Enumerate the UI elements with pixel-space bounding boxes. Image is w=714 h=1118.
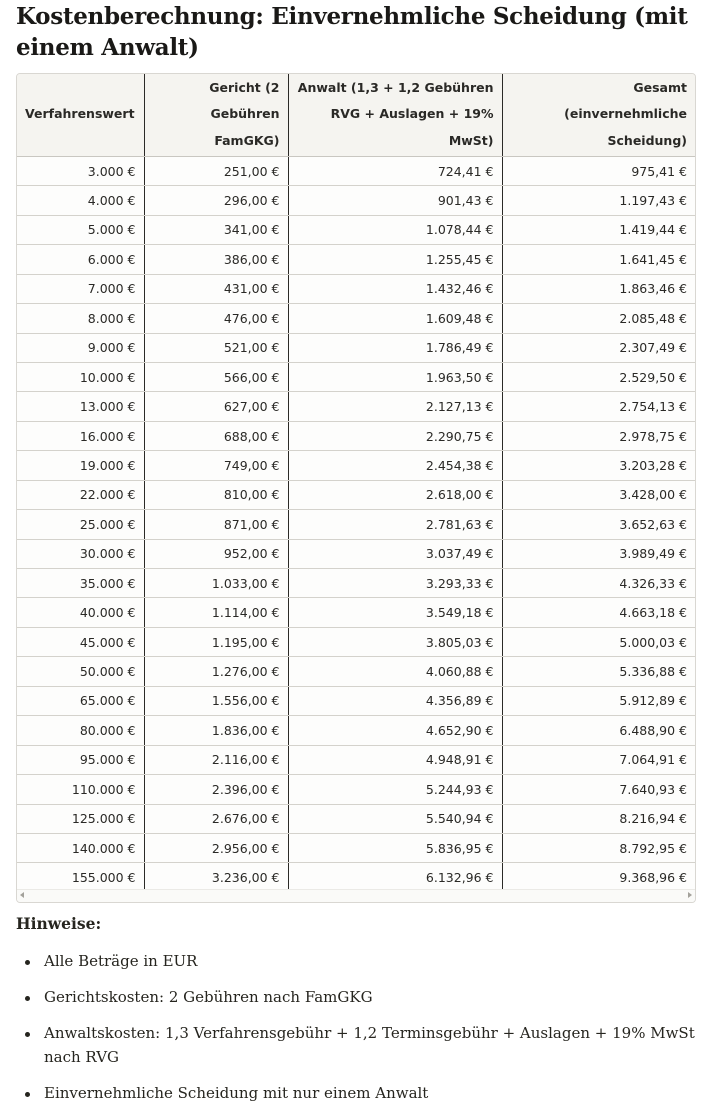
cell-gesamt: 1.863,46 €: [502, 274, 695, 303]
cell-anwalt: 4.060,88 €: [288, 657, 502, 686]
cell-gericht: 627,00 €: [144, 392, 288, 421]
cell-gesamt: 7.064,91 €: [502, 745, 695, 774]
cell-verfahrenswert: 30.000 €: [17, 539, 144, 568]
table-row: [17, 569, 695, 598]
table-row: [17, 804, 695, 833]
cell-verfahrenswert: 3.000 €: [17, 156, 144, 185]
cell-gericht: 386,00 €: [144, 245, 288, 274]
cell-gesamt: 1.641,45 €: [502, 245, 695, 274]
cell-gericht: 2.956,00 €: [144, 833, 288, 862]
cell-gericht: 296,00 €: [144, 186, 288, 215]
cell-gesamt: 5.000,03 €: [502, 627, 695, 656]
table-row: [17, 451, 695, 480]
cell-gesamt: 5.336,88 €: [502, 657, 695, 686]
cell-verfahrenswert: 40.000 €: [17, 598, 144, 627]
cell-anwalt: 2.781,63 €: [288, 510, 502, 539]
cell-anwalt: 2.454,38 €: [288, 451, 502, 480]
cell-anwalt: 901,43 €: [288, 186, 502, 215]
scroll-left-icon[interactable]: [20, 892, 24, 898]
note-item: [44, 950, 696, 974]
notes-list: [16, 950, 696, 1105]
cell-anwalt: 1.255,45 €: [288, 245, 502, 274]
cell-gericht: 341,00 €: [144, 215, 288, 244]
cell-verfahrenswert: 140.000 €: [17, 833, 144, 862]
note-text: Anwaltskosten: 1,3 Verfahrensgebühr + 1,2 Terminsgebühr + Auslagen + 19% MwSt nach RVG: [44, 1024, 695, 1066]
cell-anwalt: 1.963,50 €: [288, 362, 502, 391]
cell-gesamt: 7.640,93 €: [502, 775, 695, 804]
note-text: Gerichtskosten: 2 Gebühren nach FamGKG: [44, 988, 373, 1006]
table-row: [17, 686, 695, 715]
table-row: [17, 480, 695, 509]
cell-gesamt: 1.419,44 €: [502, 215, 695, 244]
cell-verfahrenswert: 95.000 €: [17, 745, 144, 774]
table-row: [17, 833, 695, 862]
cell-gesamt: 4.326,33 €: [502, 569, 695, 598]
cell-anwalt: 3.293,33 €: [288, 569, 502, 598]
cell-verfahrenswert: 7.000 €: [17, 274, 144, 303]
table-row: [17, 362, 695, 391]
cell-gesamt: 8.216,94 €: [502, 804, 695, 833]
cell-verfahrenswert: 6.000 €: [17, 245, 144, 274]
table-row: [17, 598, 695, 627]
note-text: Einvernehmliche Scheidung mit nur einem Anwalt: [44, 1083, 429, 1102]
table-row: [17, 775, 695, 804]
horizontal-scrollbar[interactable]: [17, 889, 695, 902]
page-title: Kostenberechnung: Einvernehmliche Scheidung (mit einem Anwalt): [16, 3, 688, 61]
cell-gesamt: 1.197,43 €: [502, 186, 695, 215]
notes-heading: Hinweise:: [16, 914, 102, 933]
cell-anwalt: 5.836,95 €: [288, 833, 502, 862]
cell-verfahrenswert: 35.000 €: [17, 569, 144, 598]
cell-gesamt: 2.529,50 €: [502, 362, 695, 391]
cell-anwalt: 1.786,49 €: [288, 333, 502, 362]
cell-gesamt: 3.203,28 €: [502, 451, 695, 480]
cell-anwalt: 6.132,96 €: [288, 863, 502, 892]
cell-anwalt: 3.037,49 €: [288, 539, 502, 568]
cell-gesamt: 9.368,96 €: [502, 863, 695, 892]
note-item: [44, 1082, 696, 1106]
table-row: [17, 421, 695, 450]
cell-anwalt: 4.652,90 €: [288, 716, 502, 745]
cell-anwalt: 2.127,13 €: [288, 392, 502, 421]
cell-gesamt: 3.989,49 €: [502, 539, 695, 568]
table-row: [17, 274, 695, 303]
table-row: [17, 510, 695, 539]
table-row: [17, 186, 695, 215]
header-gesamt: Gesamt (einvernehmliche Scheidung): [502, 74, 695, 156]
cell-gericht: 688,00 €: [144, 421, 288, 450]
cell-verfahrenswert: 25.000 €: [17, 510, 144, 539]
cell-gesamt: 5.912,89 €: [502, 686, 695, 715]
cell-verfahrenswert: 110.000 €: [17, 775, 144, 804]
table-header-row: [17, 74, 695, 156]
cell-gesamt: 3.652,63 €: [502, 510, 695, 539]
cell-gericht: 521,00 €: [144, 333, 288, 362]
table-row: [17, 863, 695, 892]
cell-verfahrenswert: 4.000 €: [17, 186, 144, 215]
bullet-icon: [25, 1092, 30, 1097]
header-gericht: Gericht (2 Gebühren FamGKG): [144, 74, 288, 156]
cell-gericht: 1.836,00 €: [144, 716, 288, 745]
cell-anwalt: 5.540,94 €: [288, 804, 502, 833]
cell-verfahrenswert: 9.000 €: [17, 333, 144, 362]
cell-anwalt: 1.432,46 €: [288, 274, 502, 303]
cell-verfahrenswert: 22.000 €: [17, 480, 144, 509]
cell-gesamt: 3.428,00 €: [502, 480, 695, 509]
header-anwalt: Anwalt (1,3 + 1,2 Gebühren RVG + Auslagen + 19% MwSt): [288, 74, 502, 156]
cell-gericht: 749,00 €: [144, 451, 288, 480]
note-text: Alle Beträge in EUR: [44, 952, 198, 970]
cell-gesamt: 2.307,49 €: [502, 333, 695, 362]
table-body: [17, 156, 695, 892]
cell-anwalt: 5.244,93 €: [288, 775, 502, 804]
cell-gericht: 251,00 €: [144, 156, 288, 185]
cell-anwalt: 3.549,18 €: [288, 598, 502, 627]
cell-verfahrenswert: 65.000 €: [17, 686, 144, 715]
cell-gericht: 1.276,00 €: [144, 657, 288, 686]
note-item: [44, 1022, 696, 1069]
table-row: [17, 627, 695, 656]
cell-gesamt: 975,41 €: [502, 156, 695, 185]
cell-gericht: 566,00 €: [144, 362, 288, 391]
cell-anwalt: 2.290,75 €: [288, 421, 502, 450]
bullet-icon: [25, 1032, 30, 1037]
cell-verfahrenswert: 125.000 €: [17, 804, 144, 833]
note-item: [44, 986, 696, 1010]
table-row: [17, 745, 695, 774]
document: [16, 0, 696, 1102]
cell-gericht: 2.116,00 €: [144, 745, 288, 774]
table-row: [17, 333, 695, 362]
cell-verfahrenswert: 50.000 €: [17, 657, 144, 686]
scroll-right-icon[interactable]: [688, 892, 692, 898]
cell-gericht: 2.396,00 €: [144, 775, 288, 804]
cost-table-container: [16, 73, 696, 903]
cell-gericht: 1.556,00 €: [144, 686, 288, 715]
cell-gesamt: 2.754,13 €: [502, 392, 695, 421]
table-row: [17, 657, 695, 686]
cell-gericht: 810,00 €: [144, 480, 288, 509]
cell-verfahrenswert: 10.000 €: [17, 362, 144, 391]
notes-section: [16, 912, 696, 1118]
cell-verfahrenswert: 16.000 €: [17, 421, 144, 450]
table-row: [17, 304, 695, 333]
cell-gesamt: 4.663,18 €: [502, 598, 695, 627]
cell-anwalt: 724,41 €: [288, 156, 502, 185]
table-row: [17, 716, 695, 745]
table-row: [17, 215, 695, 244]
table-row: [17, 539, 695, 568]
bullet-icon: [25, 996, 30, 1001]
table-row: [17, 245, 695, 274]
cell-gericht: 952,00 €: [144, 539, 288, 568]
cell-gericht: 1.114,00 €: [144, 598, 288, 627]
bullet-icon: [25, 960, 30, 965]
cell-anwalt: 1.609,48 €: [288, 304, 502, 333]
cell-anwalt: 4.948,91 €: [288, 745, 502, 774]
cell-gericht: 476,00 €: [144, 304, 288, 333]
cell-verfahrenswert: 5.000 €: [17, 215, 144, 244]
cell-gericht: 3.236,00 €: [144, 863, 288, 892]
cell-gesamt: 2.978,75 €: [502, 421, 695, 450]
cell-gericht: 1.033,00 €: [144, 569, 288, 598]
cell-anwalt: 4.356,89 €: [288, 686, 502, 715]
cell-verfahrenswert: 155.000 €: [17, 863, 144, 892]
table-row: [17, 392, 695, 421]
cell-anwalt: 2.618,00 €: [288, 480, 502, 509]
cell-gericht: 2.676,00 €: [144, 804, 288, 833]
table-row: [17, 156, 695, 185]
cell-gesamt: 2.085,48 €: [502, 304, 695, 333]
cell-gesamt: 8.792,95 €: [502, 833, 695, 862]
cost-table: [17, 74, 695, 892]
cell-verfahrenswert: 13.000 €: [17, 392, 144, 421]
cell-gericht: 871,00 €: [144, 510, 288, 539]
cell-anwalt: 3.805,03 €: [288, 627, 502, 656]
cell-gericht: 431,00 €: [144, 274, 288, 303]
cell-verfahrenswert: 8.000 €: [17, 304, 144, 333]
cell-anwalt: 1.078,44 €: [288, 215, 502, 244]
cell-gesamt: 6.488,90 €: [502, 716, 695, 745]
header-verfahrenswert: Verfahrenswert: [17, 74, 144, 156]
cell-verfahrenswert: 19.000 €: [17, 451, 144, 480]
cell-verfahrenswert: 45.000 €: [17, 627, 144, 656]
cell-gericht: 1.195,00 €: [144, 627, 288, 656]
cell-verfahrenswert: 80.000 €: [17, 716, 144, 745]
